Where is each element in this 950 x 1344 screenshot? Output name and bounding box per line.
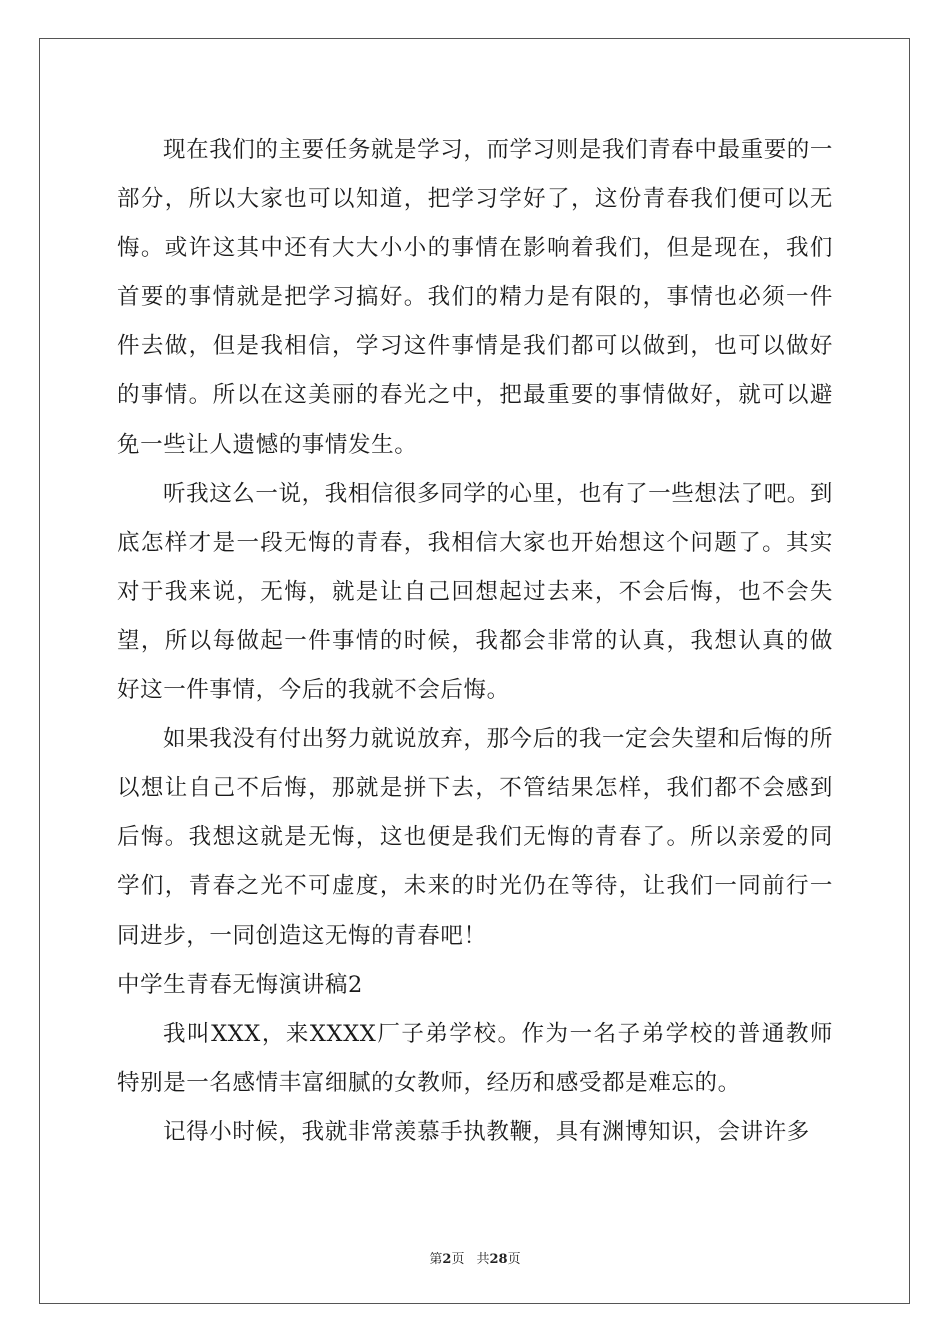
paragraph-intro-teacher: 我叫XXX，来XXXX厂子弟学校。作为一名子弟学校的普通教师特别是一名感情丰富细腻的女教师，经历和感受都是难忘的。 [117, 1020, 833, 1096]
section-heading: 中学生青春无悔演讲稿2 [117, 971, 363, 998]
footer-page-suffix: 页 [451, 1252, 465, 1267]
paragraph-no-regret-meaning: 听我这么一说，我相信很多同学的心里，也有了一些想法了吧。到底怎样才是一段无悔的青春，我相信大家也开始想这个问题了。其实对于我来说，无悔，就是让自己回想起过去来，不会后悔，也不会失望，所以每做起一件事情的时候，我都会非常的认真，我想认真的做好这一件事情，今后的我就不会后悔。 [117, 480, 833, 704]
footer-page-number: 2 [442, 1252, 452, 1267]
paragraph-childhood: 记得小时候，我就非常羡慕手执教鞭，具有渊博知识，会讲许多 [163, 1118, 810, 1145]
footer-total-pages: 28 [489, 1252, 508, 1267]
footer-total-prefix: 共 [476, 1252, 490, 1267]
page-footer [0, 1248, 950, 1267]
paragraph-study: 现在我们的主要任务就是学习，而学习则是我们青春中最重要的一部分，所以大家也可以知道，把学习学好了，这份青春我们便可以无悔。或许这其中还有大大小小的事情在影响着我们，但是现在，我们首要的事情就是把学习搞好。我们的精力是有限的，事情也必须一件件去做，但是我相信，学习这件事情是我们都可以做到，也可以做好的事情。所以在这美丽的春光之中，把最重要的事情做好，就可以避免一些让人遗憾的事情发生。 [117, 137, 833, 458]
document-body [117, 126, 833, 1157]
paragraph-dont-give-up: 如果我没有付出努力就说放弃，那今后的我一定会失望和后悔的所以想让自己不后悔，那就是拼下去，不管结果怎样，我们都不会感到后悔。我想这就是无悔，这也便是我们无悔的青春了。所以亲爱的同学们，青春之光不可虚度，未来的时光仍在等待，让我们一同前行一同进步，一同创造这无悔的青春吧！ [117, 726, 833, 949]
footer-total-suffix: 页 [507, 1252, 521, 1267]
footer-prefix: 第 [429, 1252, 443, 1267]
